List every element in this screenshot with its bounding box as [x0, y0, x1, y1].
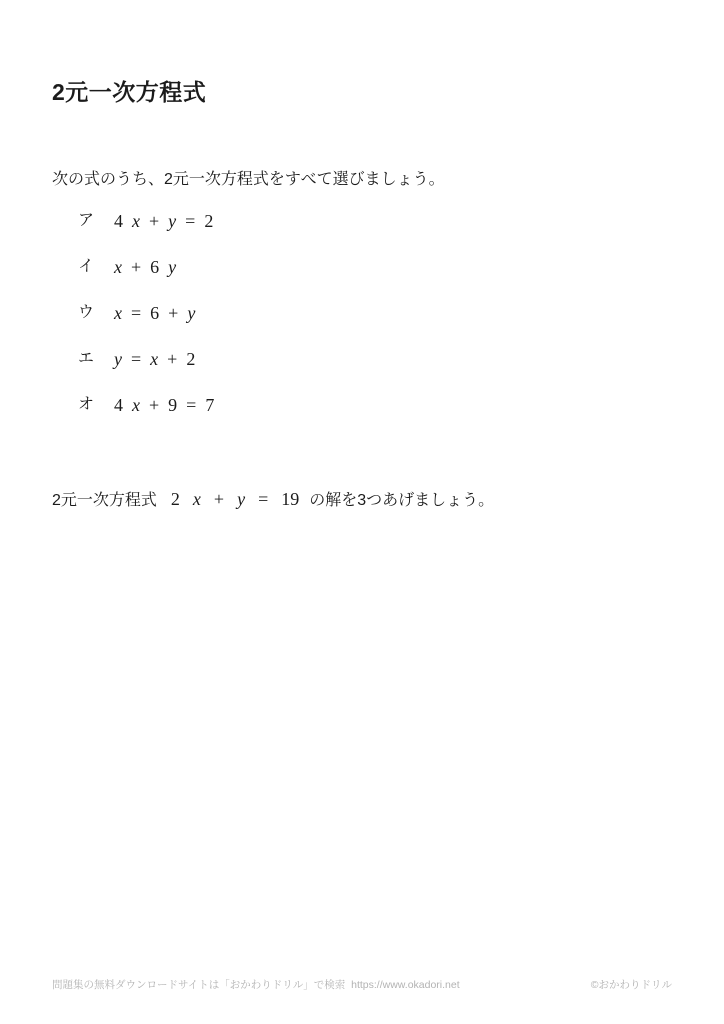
- equation-token: +: [149, 395, 160, 415]
- equation-token: y: [168, 257, 177, 277]
- equation-token: x: [114, 257, 122, 277]
- equation-token: =: [131, 349, 142, 369]
- equation-token: +: [149, 211, 160, 231]
- equation-token: 2: [204, 211, 214, 231]
- question2-equation: [171, 489, 299, 509]
- choice-row-a: [78, 210, 214, 256]
- equation-token: 7: [205, 395, 215, 415]
- equation-token: 9: [168, 395, 178, 415]
- equation-token: y: [187, 303, 196, 323]
- footer-copyright: ©おかわりドリル: [590, 979, 672, 991]
- choice-equation: [114, 302, 195, 324]
- equation-token: =: [185, 211, 196, 231]
- equation-token: 19: [281, 489, 300, 509]
- equation-token: +: [168, 303, 179, 323]
- equation-token: x: [150, 349, 159, 369]
- equation-token: y: [237, 489, 246, 509]
- choice-row-e: [78, 348, 214, 394]
- equation-token: =: [258, 489, 269, 509]
- question1-prompt: 次の式のうち、2元一次方程式をすべて選びましょう。: [52, 171, 445, 188]
- equation-token: 6: [150, 257, 160, 277]
- equation-token: x: [132, 395, 140, 415]
- equation-token: +: [167, 349, 178, 369]
- equation-token: =: [186, 395, 197, 415]
- equation-token: 6: [150, 303, 160, 323]
- question2-prefix: 2元一次方程式: [52, 492, 157, 509]
- page-title: 2元一次方程式: [52, 79, 207, 105]
- choice-label: エ: [78, 350, 95, 367]
- choice-equation: [114, 348, 195, 370]
- equation-token: =: [131, 303, 142, 323]
- choice-label: オ: [78, 396, 95, 413]
- equation-token: 2: [170, 489, 180, 509]
- page-footer: [52, 977, 672, 992]
- equation-token: x: [114, 303, 122, 323]
- choice-row-i: [78, 256, 214, 302]
- choice-row-o: [78, 394, 214, 440]
- equation-token: +: [213, 489, 225, 509]
- equation-token: y: [114, 349, 122, 369]
- equation-token: x: [192, 489, 201, 509]
- choices-list: [78, 210, 214, 440]
- equation-token: 4: [114, 211, 123, 231]
- equation-token: x: [132, 211, 140, 231]
- choice-label: ア: [78, 212, 95, 229]
- choice-equation: [114, 394, 214, 416]
- question2-suffix: の解を3つあげましょう。: [309, 492, 495, 509]
- equation-token: 4: [114, 395, 123, 415]
- equation-token: +: [131, 257, 142, 277]
- choice-label: イ: [78, 258, 95, 275]
- choice-equation: [114, 256, 176, 278]
- question2: [52, 488, 494, 513]
- choice-equation: [114, 210, 213, 232]
- footer-site-info: 問題集の無料ダウンロードサイトは「おかわりドリル」で検索 https://www.okadori.net: [52, 979, 460, 991]
- equation-token: 2: [186, 349, 196, 369]
- equation-token: y: [168, 211, 177, 231]
- choice-row-u: [78, 302, 214, 348]
- choice-label: ウ: [78, 304, 95, 321]
